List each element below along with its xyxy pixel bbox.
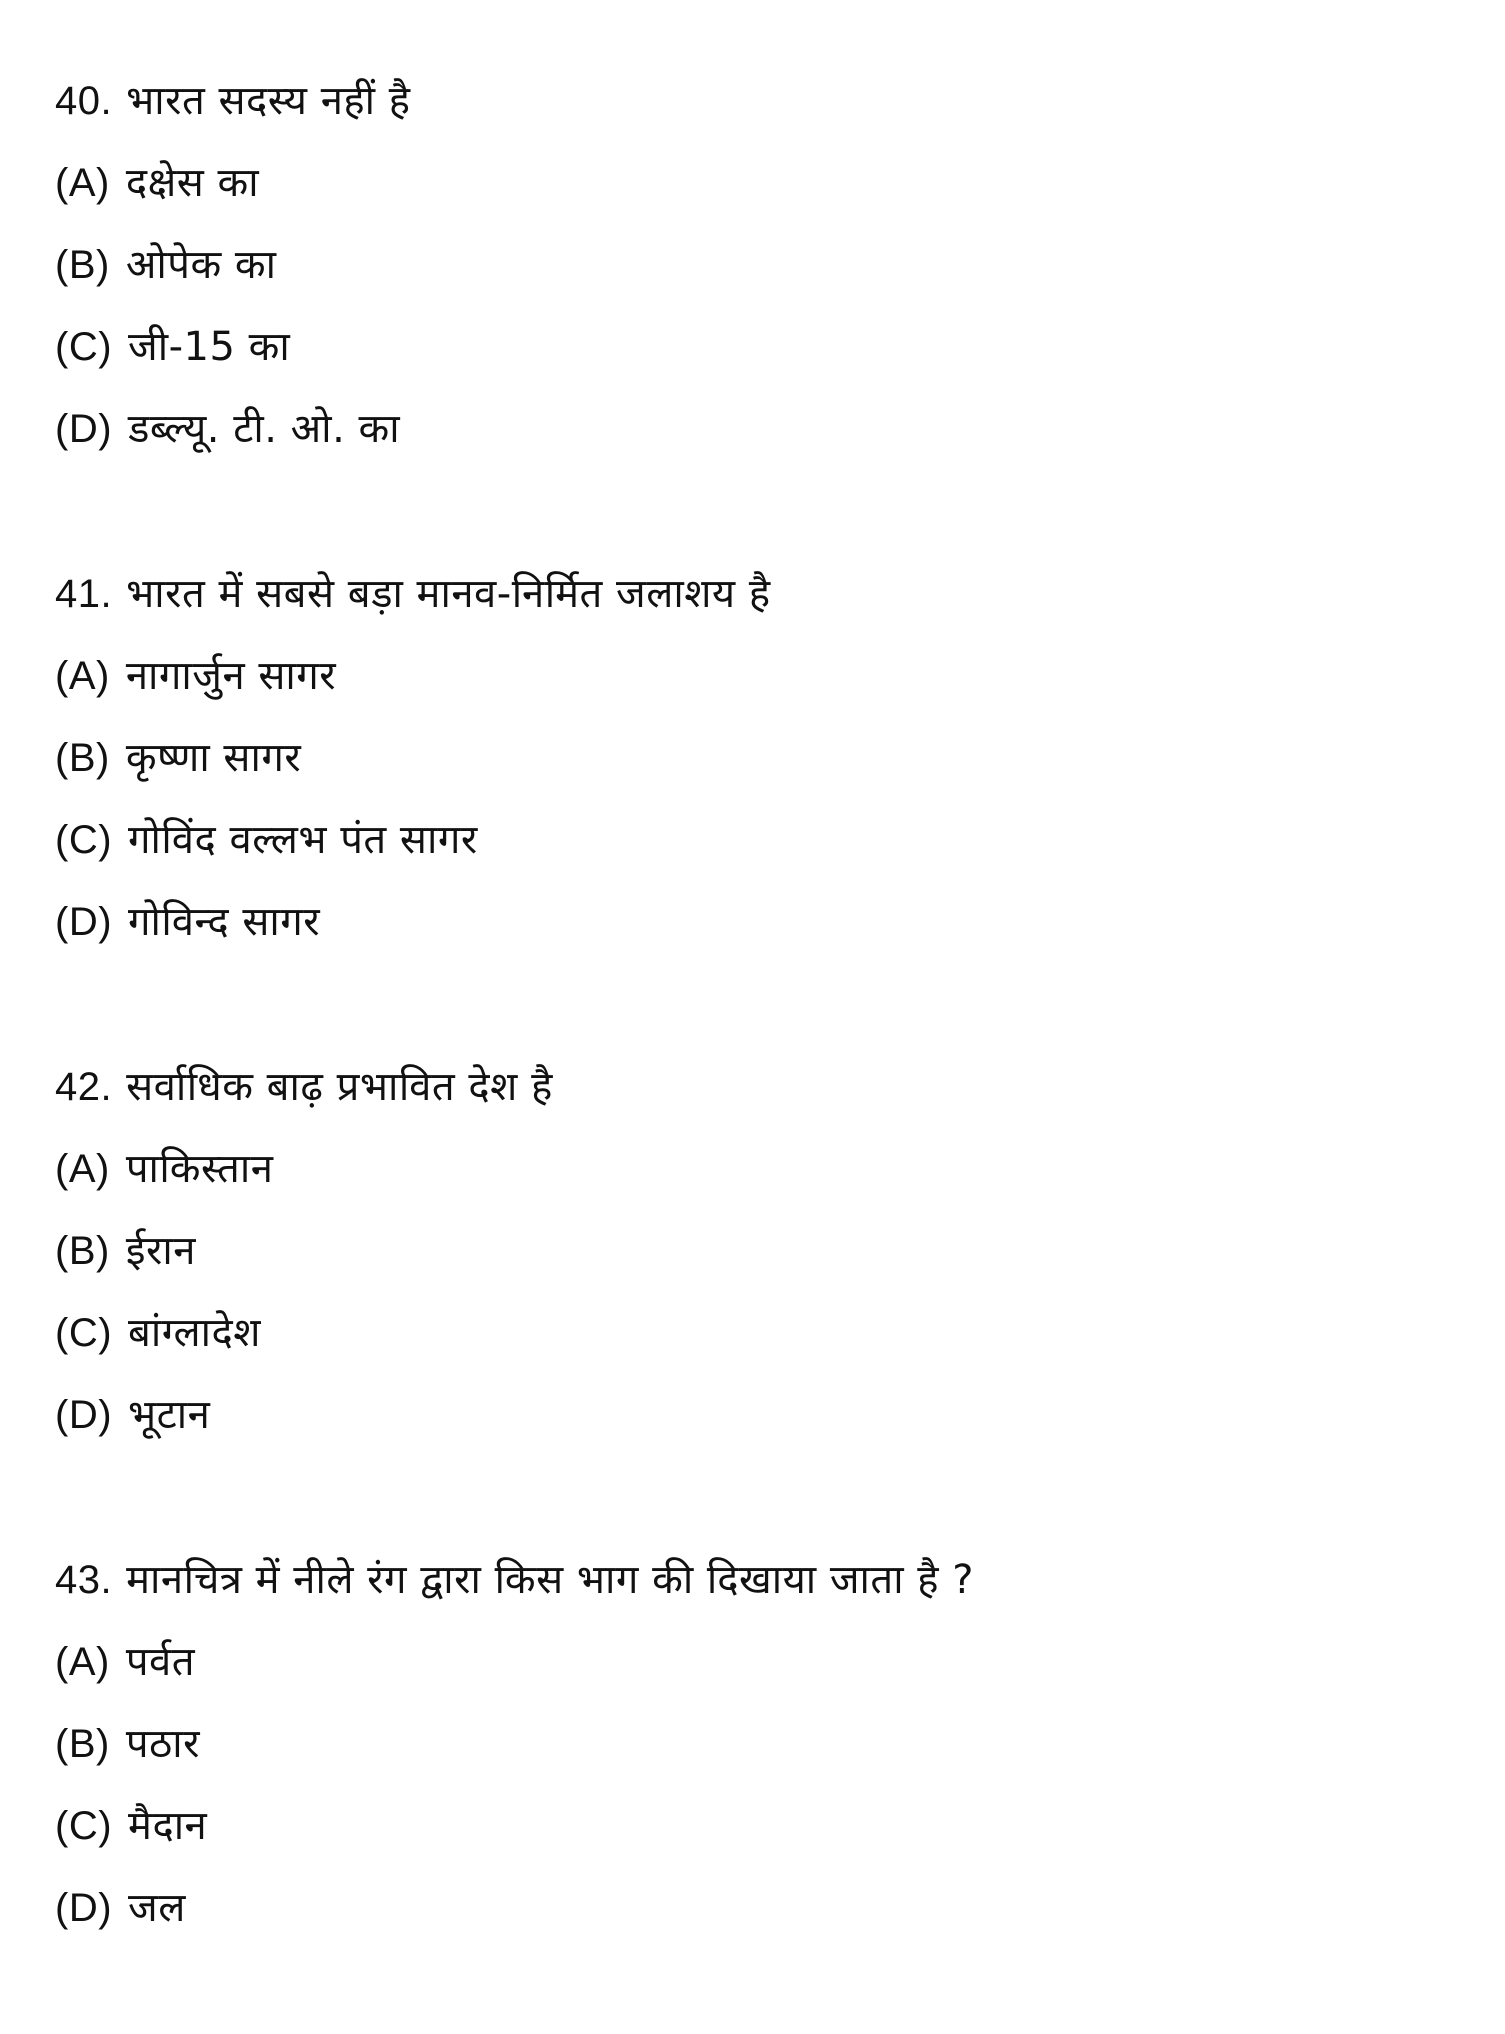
option-c <box>55 1292 1455 1374</box>
option-label: (A) <box>55 654 110 698</box>
option-text: पाकिस्तान <box>125 1146 274 1192</box>
option-text: पठार <box>125 1721 201 1767</box>
question-text: भारत में सबसे बड़ा मानव-निर्मित जलाशय है <box>126 571 771 617</box>
question-42 <box>55 1046 1455 1456</box>
option-label: (B) <box>55 1229 110 1273</box>
option-label: (B) <box>55 736 110 780</box>
option-label: (A) <box>55 1147 110 1191</box>
question-number: 41. <box>55 572 113 616</box>
option-label: (A) <box>55 1640 110 1684</box>
question-line <box>55 1539 1455 1621</box>
option-b <box>55 1210 1455 1292</box>
option-c <box>55 799 1455 881</box>
question-text: सर्वाधिक बाढ़ प्रभावित देश है <box>126 1064 553 1110</box>
question-text: मानचित्र में नीले रंग द्वारा किस भाग की दिखाया जाता है ? <box>126 1557 974 1603</box>
option-text: ईरान <box>125 1228 196 1274</box>
question-line <box>55 60 1455 142</box>
option-text: पर्वत <box>125 1639 196 1685</box>
option-label: (A) <box>55 161 110 205</box>
question-line <box>55 553 1455 635</box>
option-text: जल <box>128 1885 186 1931</box>
option-text: गोविंद वल्लभ पंत सागर <box>128 817 478 863</box>
question-number: 43. <box>55 1558 113 1602</box>
question-number: 42. <box>55 1065 113 1109</box>
option-label: (B) <box>55 243 110 287</box>
question-number: 40. <box>55 79 113 123</box>
option-label: (C) <box>55 818 113 862</box>
option-text: कृष्णा सागर <box>125 735 302 781</box>
option-b <box>55 1703 1455 1785</box>
option-label: (D) <box>55 1886 113 1930</box>
option-b <box>55 717 1455 799</box>
option-a <box>55 1621 1455 1703</box>
option-text: गोविन्द सागर <box>128 899 321 945</box>
option-text: भूटान <box>128 1392 211 1438</box>
question-40 <box>55 60 1455 470</box>
question-line <box>55 1046 1455 1128</box>
option-c <box>55 306 1455 388</box>
question-text: भारत सदस्य नहीं है <box>126 78 411 124</box>
option-d <box>55 881 1455 963</box>
option-a <box>55 635 1455 717</box>
option-c <box>55 1785 1455 1867</box>
question-41 <box>55 553 1455 963</box>
option-label: (D) <box>55 1393 113 1437</box>
option-text: दक्षेस का <box>125 160 260 206</box>
question-43 <box>55 1539 1455 1949</box>
option-label: (C) <box>55 325 113 369</box>
option-text: जी-15 का <box>128 324 291 370</box>
option-label: (C) <box>55 1311 113 1355</box>
option-text: बांग्लादेश <box>128 1310 261 1356</box>
option-b <box>55 224 1455 306</box>
option-label: (D) <box>55 407 113 451</box>
option-label: (B) <box>55 1722 110 1766</box>
option-text: ओपेक का <box>125 242 277 288</box>
option-text: नागार्जुन सागर <box>125 653 337 699</box>
option-a <box>55 1128 1455 1210</box>
option-d <box>55 1867 1455 1949</box>
option-d <box>55 1374 1455 1456</box>
option-text: मैदान <box>128 1803 208 1849</box>
option-d <box>55 388 1455 470</box>
option-a <box>55 142 1455 224</box>
option-label: (D) <box>55 900 113 944</box>
option-text: डब्ल्यू. टी. ओ. का <box>128 406 401 452</box>
option-label: (C) <box>55 1804 113 1848</box>
